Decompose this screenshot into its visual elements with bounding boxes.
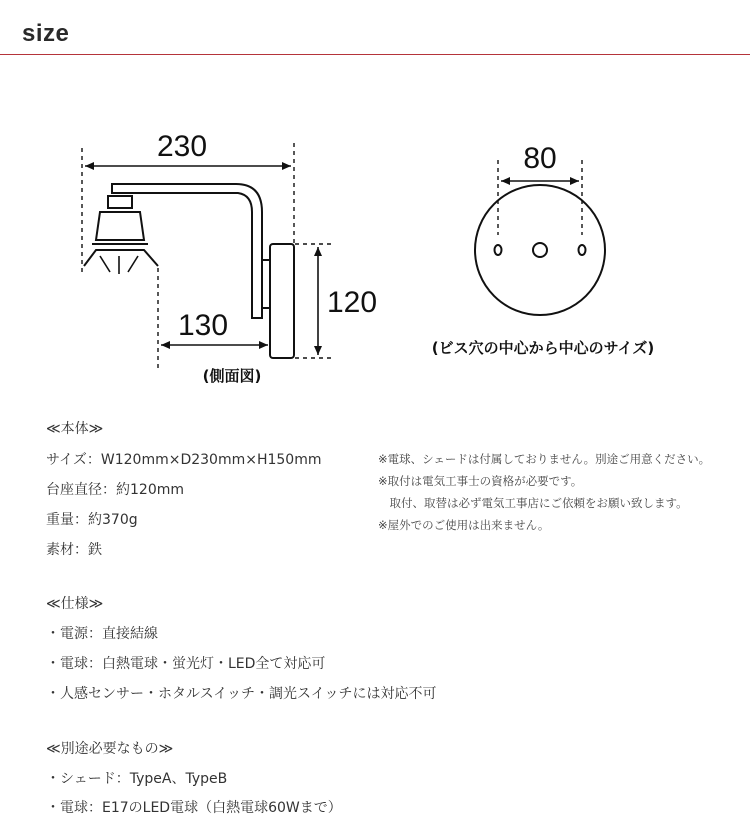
dimension-drawing (0, 0, 750, 400)
note-electrician: ※取付は電気工事士の資格が必要です。 (378, 474, 583, 488)
extra-heading: ≪別途必要なもの≫ (46, 741, 174, 757)
wall-plate (270, 244, 294, 358)
section-title: size (22, 20, 70, 47)
socket-cap (108, 196, 132, 208)
extra-item: ・電球：E17のLED電球（白熱電球60Wまで） (46, 800, 342, 816)
extra-item: ・シェード：TypeA、TypeB (46, 771, 228, 787)
note-installation: 取付、取替は必ず電気工事店にご依頼をお願い致します。 (378, 496, 688, 510)
socket-body (96, 212, 144, 240)
width-label: 230 (156, 130, 208, 163)
base-view-drawing (475, 160, 605, 315)
body-heading: ≪本体≫ (46, 421, 104, 437)
spec-item: ・電球：白熱電球・蛍光灯・LED全て対応可 (46, 656, 326, 672)
material-spec: 素材：鉄 (46, 542, 102, 558)
spec-item: ・人感センサー・ホタルスイッチ・調光スイッチには対応不可 (46, 686, 437, 702)
base-diameter-spec: 台座直径：約120mm (46, 482, 184, 498)
weight-spec: 重量：約370g (46, 512, 138, 528)
center-hole (533, 243, 547, 257)
screw-hole-right (579, 245, 586, 255)
size-spec: サイズ：W120mm×D230mm×H150mm (46, 452, 322, 468)
depth-label: 130 (177, 309, 229, 342)
spec-heading: ≪仕様≫ (46, 596, 104, 612)
hole-pitch-label: 80 (523, 142, 557, 175)
note-outdoor: ※屋外でのご使用は出来ません。 (378, 518, 550, 532)
height-label: 120 (326, 286, 378, 319)
side-view-caption: (側面図) (202, 367, 262, 385)
plate-bracket (262, 260, 270, 308)
note-bulb-shade: ※電球、シェードは付属しておりません。別途ご用意ください。 (378, 452, 711, 466)
spec-item: ・電源：直接結線 (46, 626, 158, 642)
base-view-caption: (ビス穴の中心から中心のサイズ) (431, 339, 655, 357)
shade-holder (84, 250, 158, 266)
screw-hole-left (495, 245, 502, 255)
